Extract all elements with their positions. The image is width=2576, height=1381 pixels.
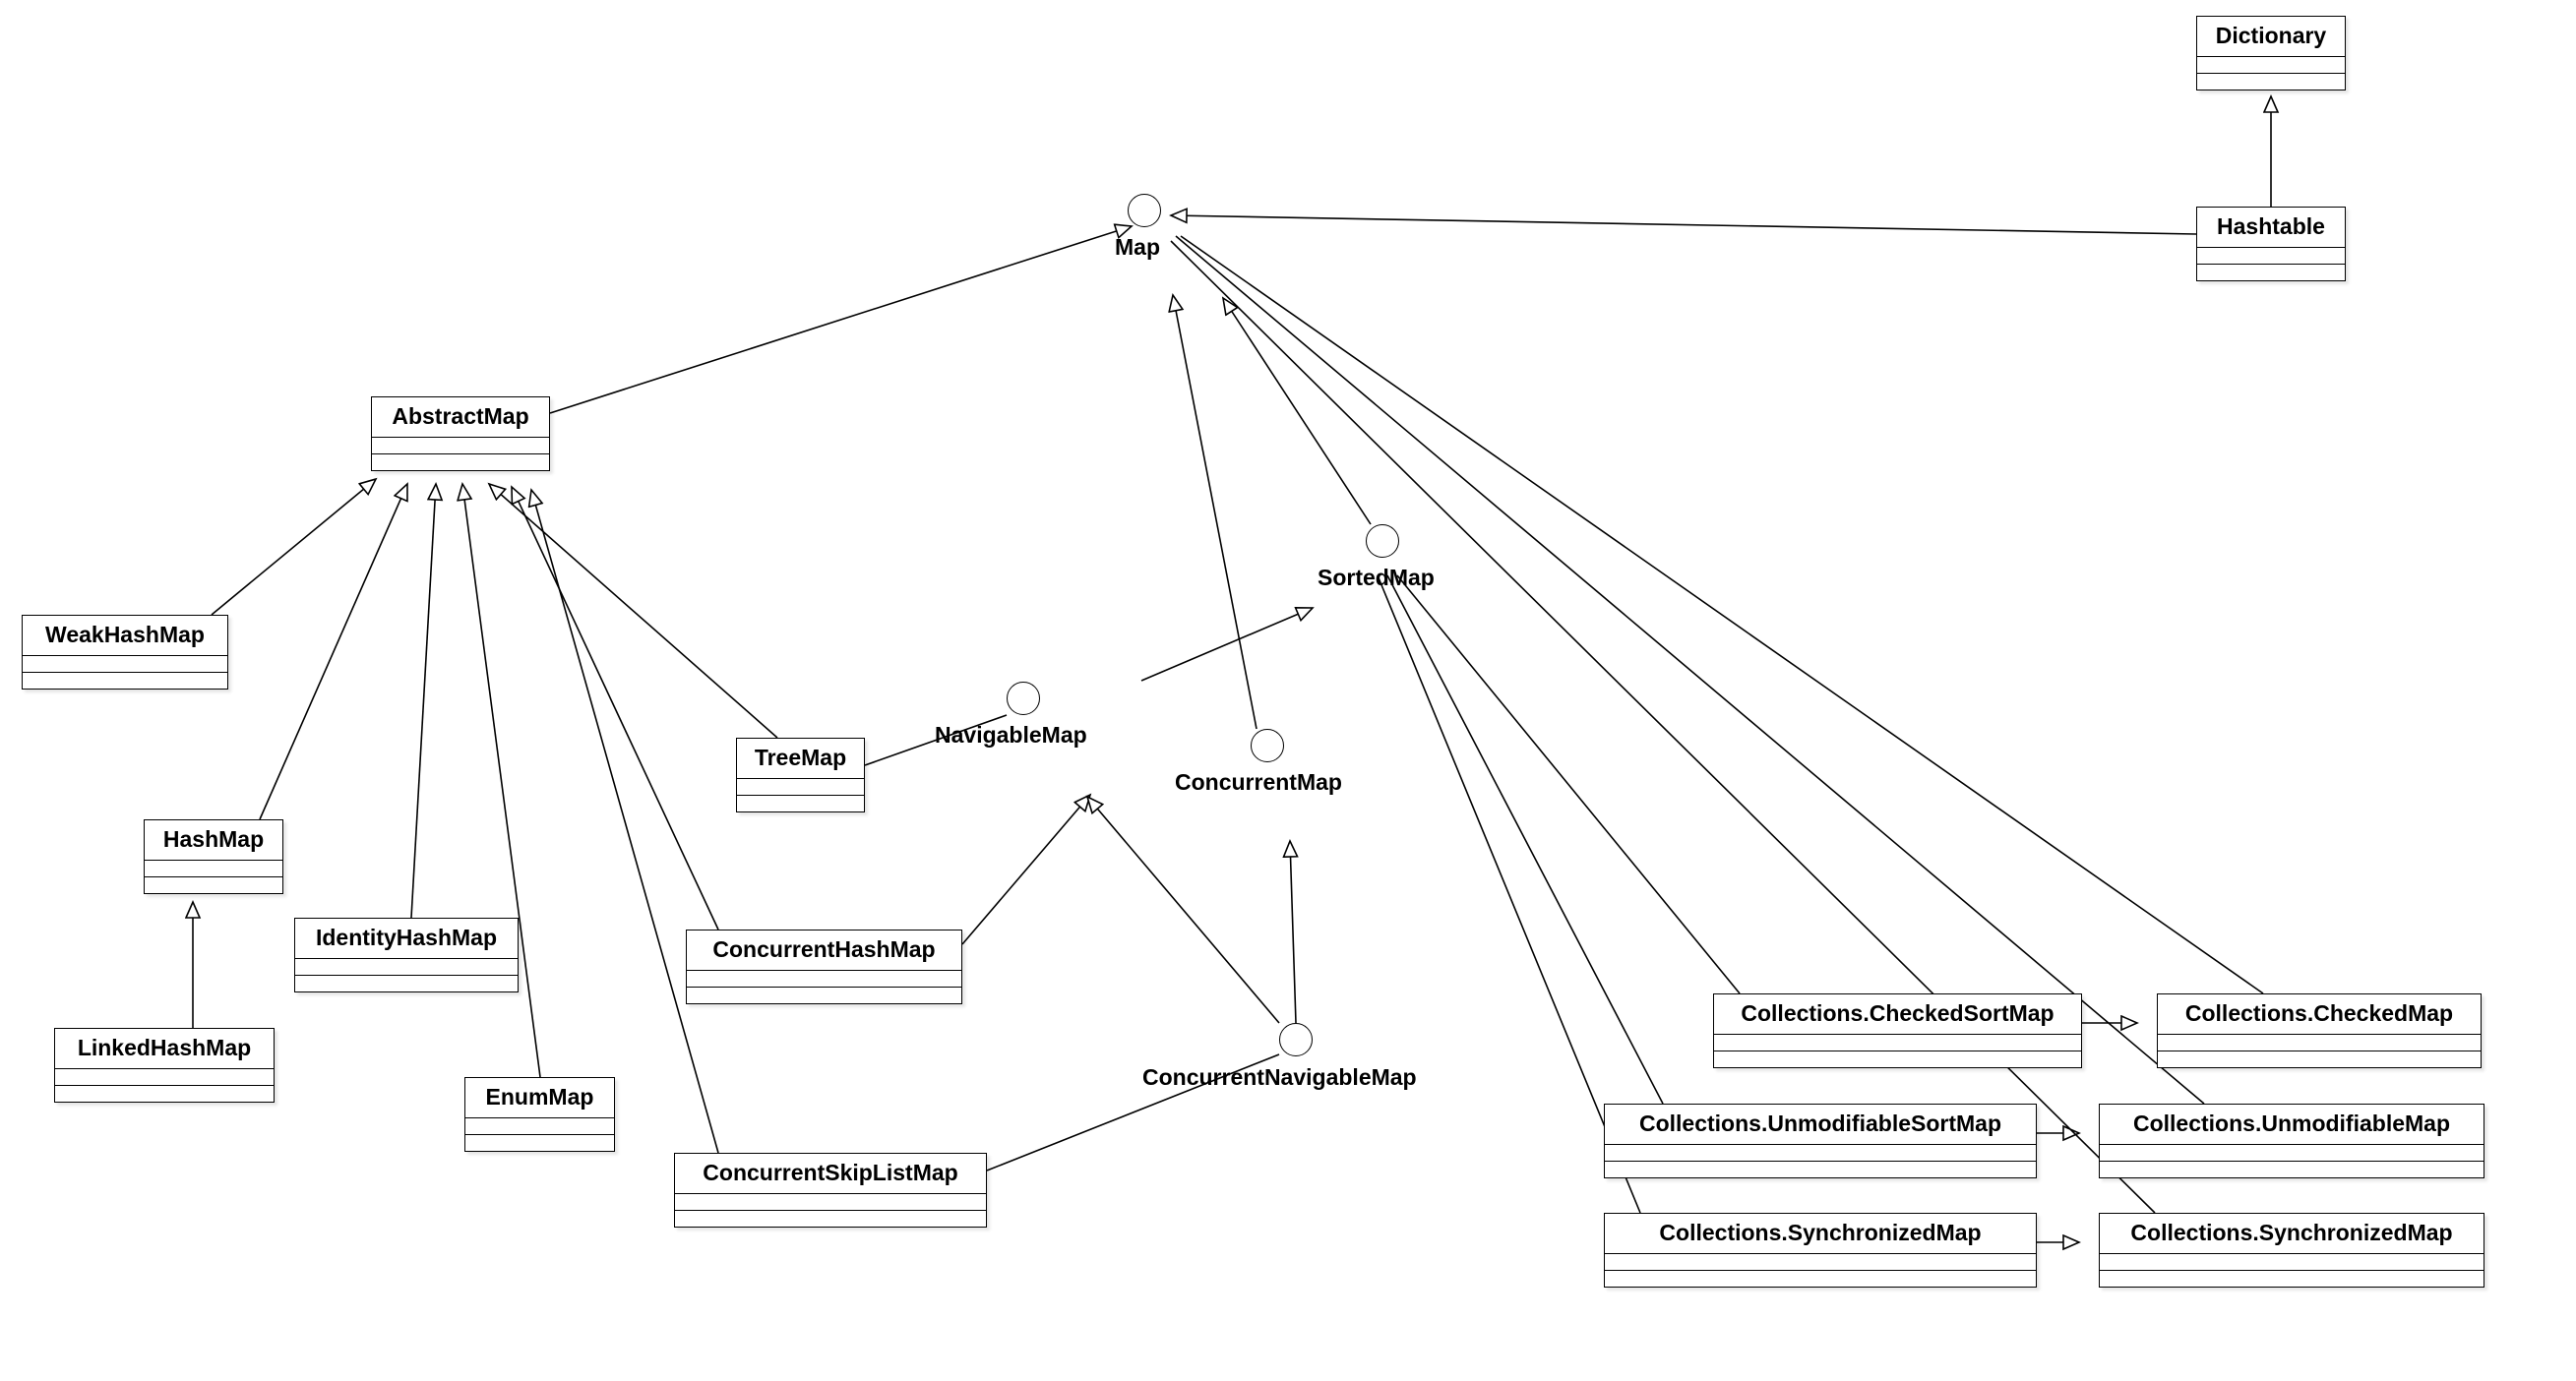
class-attributes: [2197, 57, 2345, 74]
class-attributes: [1605, 1254, 2036, 1271]
class-enummap[interactable]: [464, 1077, 615, 1152]
class-attributes: [2100, 1145, 2484, 1162]
class-collections-synchronizedmap-right[interactable]: [2099, 1213, 2484, 1288]
class-hashmap[interactable]: [144, 819, 283, 894]
class-operations: [2197, 74, 2345, 90]
class-operations: [2100, 1162, 2484, 1177]
class-collections-checkedsortmap[interactable]: [1713, 993, 2082, 1068]
class-operations: [372, 454, 549, 470]
class-collections-checkedmap[interactable]: [2157, 993, 2482, 1068]
interface-circle-icon: [1128, 194, 1161, 227]
class-abstractmap[interactable]: [371, 396, 550, 471]
class-concurrenthashmap[interactable]: [686, 930, 962, 1004]
class-attributes: [23, 656, 227, 673]
class-identityhashmap[interactable]: [294, 918, 519, 992]
class-collections-synchronizedmap-left[interactable]: [1604, 1213, 2037, 1288]
class-attributes: [55, 1069, 274, 1086]
class-operations: [1714, 1051, 2081, 1067]
class-title: Collections.SynchronizedMap: [2100, 1214, 2484, 1254]
interface-circle-icon: [1366, 524, 1399, 558]
class-attributes: [675, 1194, 986, 1211]
class-dictionary[interactable]: [2196, 16, 2346, 90]
class-title: Collections.UnmodifiableSortMap: [1605, 1105, 2036, 1145]
class-title: Collections.CheckedMap: [2158, 994, 2481, 1035]
interface-label: Map: [1115, 234, 1160, 260]
class-title: Collections.SynchronizedMap: [1605, 1214, 2036, 1254]
class-attributes: [2197, 248, 2345, 265]
interface-label: ConcurrentMap: [1175, 769, 1342, 795]
class-collections-unmodifiablemap[interactable]: [2099, 1104, 2484, 1178]
class-attributes: [465, 1118, 614, 1135]
class-hashtable[interactable]: [2196, 207, 2346, 281]
class-concurrentskiplistmap[interactable]: [674, 1153, 987, 1228]
class-operations: [687, 988, 961, 1003]
class-attributes: [737, 779, 864, 796]
interface-label: ConcurrentNavigableMap: [1142, 1064, 1417, 1090]
interface-circle-icon: [1251, 729, 1284, 762]
class-attributes: [2158, 1035, 2481, 1051]
class-operations: [1605, 1271, 2036, 1287]
class-title: Hashtable: [2197, 208, 2345, 248]
class-title: Collections.CheckedSortMap: [1714, 994, 2081, 1035]
class-attributes: [372, 438, 549, 454]
class-treemap[interactable]: [736, 738, 865, 812]
class-operations: [675, 1211, 986, 1227]
class-title: HashMap: [145, 820, 282, 861]
interface-circle-icon: [1279, 1023, 1313, 1056]
class-operations: [23, 673, 227, 689]
class-weakhashmap[interactable]: [22, 615, 228, 690]
class-attributes: [2100, 1254, 2484, 1271]
class-attributes: [145, 861, 282, 877]
class-attributes: [687, 971, 961, 988]
class-title: IdentityHashMap: [295, 919, 518, 959]
class-title: EnumMap: [465, 1078, 614, 1118]
class-operations: [2100, 1271, 2484, 1287]
interface-circle-icon: [1007, 682, 1040, 715]
class-linkedhashmap[interactable]: [54, 1028, 275, 1103]
class-title: TreeMap: [737, 739, 864, 779]
class-title: ConcurrentHashMap: [687, 931, 961, 971]
class-title: WeakHashMap: [23, 616, 227, 656]
class-title: Dictionary: [2197, 17, 2345, 57]
class-title: AbstractMap: [372, 397, 549, 438]
interface-label: NavigableMap: [935, 722, 1087, 748]
interface-label: SortedMap: [1318, 565, 1435, 590]
class-attributes: [295, 959, 518, 976]
class-operations: [295, 976, 518, 991]
class-operations: [737, 796, 864, 811]
class-title: ConcurrentSkipListMap: [675, 1154, 986, 1194]
class-operations: [465, 1135, 614, 1151]
class-operations: [55, 1086, 274, 1102]
class-title: Collections.UnmodifiableMap: [2100, 1105, 2484, 1145]
class-attributes: [1605, 1145, 2036, 1162]
class-operations: [2158, 1051, 2481, 1067]
class-operations: [145, 877, 282, 893]
class-operations: [1605, 1162, 2036, 1177]
class-collections-unmodifiablesortmap[interactable]: [1604, 1104, 2037, 1178]
class-attributes: [1714, 1035, 2081, 1051]
class-operations: [2197, 265, 2345, 280]
class-title: LinkedHashMap: [55, 1029, 274, 1069]
